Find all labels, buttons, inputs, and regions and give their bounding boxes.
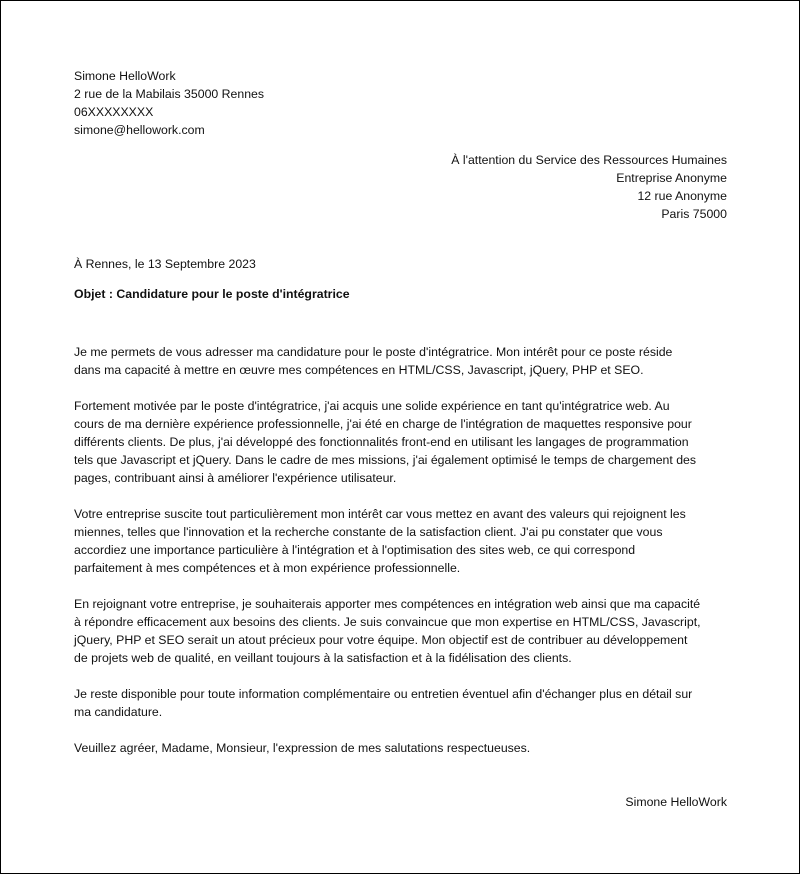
subject-line: Objet : Candidature pour le poste d'intégratrice — [74, 287, 350, 301]
sender-address: 2 rue de la Mabilais 35000 Rennes — [74, 87, 265, 101]
paragraph-line: Je reste disponible pour toute information complémentaire ou entretien éventuel afin d'échanger plus en détail sur — [74, 687, 693, 701]
recipient-block — [451, 151, 727, 223]
paragraph — [74, 397, 734, 487]
paragraph-line: pages, contribuant ainsi à améliorer l'expérience utilisateur. — [74, 471, 397, 485]
paragraph-line: tels que Javascript et jQuery. Dans le cadre de mes missions, j'ai également optimisé le temps de chargement des — [74, 453, 697, 467]
paragraph-line: Je me permets de vous adresser ma candidature pour le poste d'intégratrice. Mon intérêt pour ce poste réside — [74, 345, 673, 359]
date-line: À Rennes, le 13 Septembre 2023 — [74, 257, 256, 271]
paragraph-line: En rejoignant votre entreprise, je souhaiterais apporter mes compétences en intégration web ainsi que ma capacité — [74, 597, 701, 611]
paragraph-line: à répondre efficacement aux besoins des clients. Je suis convaincue que mon expertise en HTML/CSS, Javascript, — [74, 615, 701, 629]
paragraph-line: de projets web de qualité, en veillant toujours à la satisfaction et à la fidélisation des clients. — [74, 651, 572, 665]
recipient-street: 12 rue Anonyme — [637, 189, 727, 203]
recipient-attention: À l'attention du Service des Ressources Humaines — [451, 153, 727, 167]
paragraph-line: Fortement motivée par le poste d'intégratrice, j'ai acquis une solide expérience en tant qu'intégratrice web. Au — [74, 399, 670, 413]
paragraph-line: miennes, telles que l'innovation et la recherche constante de la satisfaction client. J'ai pu constater que vous — [74, 525, 663, 539]
paragraph-line: cours de ma dernière expérience professionnelle, j'ai été en charge de l'intégration de maquettes responsive pour — [74, 417, 692, 431]
paragraph-line: Veuillez agréer, Madame, Monsieur, l'expression de mes salutations respectueuses. — [74, 741, 531, 755]
paragraph — [74, 595, 734, 667]
paragraph-line: jQuery, PHP et SEO serait un atout précieux pour votre équipe. Mon objectif est de contribuer au développement — [74, 633, 688, 647]
letter-body — [74, 343, 734, 775]
paragraph-line: différents clients. De plus, j'ai développé des fonctionnalités front-end en utilisant les langages de programmation — [74, 435, 689, 449]
sender-email: simone@hellowork.com — [74, 123, 205, 137]
paragraph-line: accordiez une importance particulière à l'intégration et à l'optimisation des sites web, ce qui correspond — [74, 543, 636, 557]
signature: Simone HelloWork — [625, 795, 727, 809]
recipient-company: Entreprise Anonyme — [616, 171, 727, 185]
sender-block — [74, 67, 264, 139]
paragraph — [74, 685, 734, 721]
sender-phone: 06XXXXXXXX — [74, 105, 154, 119]
paragraph-line: parfaitement à mes compétences et à mon expérience professionnelle. — [74, 561, 461, 575]
paragraph — [74, 505, 734, 577]
paragraph — [74, 343, 734, 379]
paragraph-line: Votre entreprise suscite tout particulièrement mon intérêt car vous mettez en avant des valeurs qui rejoignent les — [74, 507, 686, 521]
sender-name: Simone HelloWork — [74, 69, 176, 83]
paragraph-line: ma candidature. — [74, 705, 163, 719]
recipient-city: Paris 75000 — [661, 207, 727, 221]
closing-paragraph — [74, 739, 734, 757]
paragraph-line: dans ma capacité à mettre en œuvre mes compétences en HTML/CSS, Javascript, jQuery, PHP et SEO. — [74, 363, 644, 377]
